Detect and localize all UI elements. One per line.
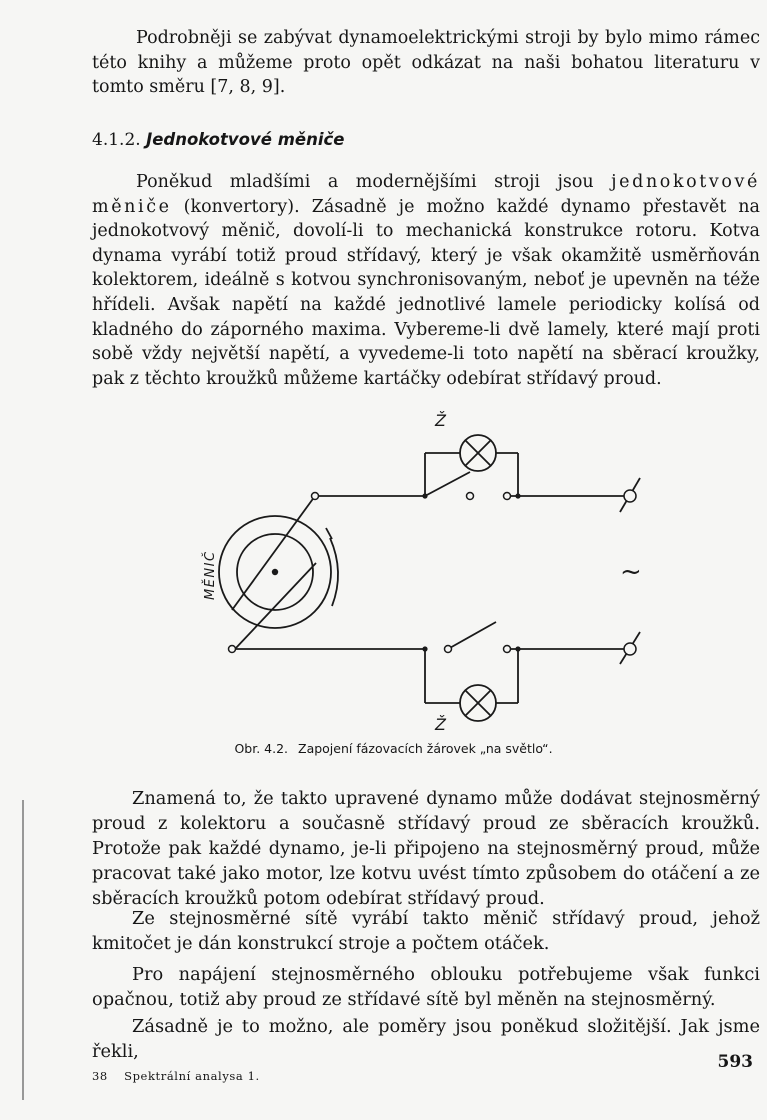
top-output-terminal [624,490,636,502]
ac-symbol: ~ [620,557,642,587]
section-title: Jednokotvové měniče [146,130,345,149]
section-paragraph-term: jednokotvové měniče [92,172,760,217]
bottom-switch [448,622,496,649]
circuit-diagram [180,400,680,735]
footer-left [92,1069,260,1083]
body-paragraph-4: Ze stejnosměrné sítě vyrábí takto měnič střídavý proud, jehož kmitočet je dán konstrukcí stroje a počtem otáček. [92,908,760,954]
body-paragraph-3: Znamená to, že takto upravené dynamo může dodávat stejnosměrný proud z kolektoru a současně střídavý proud ze sběracích kroužků. Protože pak každé dynamo, je-li připojeno na stejnosměrný proud, může pracovat také jako motor, lze kotvu uvést tímto způsobem do otáčení a ze sběracích kroužků potom odebírat střídavý proud. [92,788,760,909]
bottom-output-terminal [624,643,636,655]
top-brush-line [232,496,315,610]
section-number: 4.1.2. [92,130,141,150]
section-paragraph-rest: (konvertory). Zásadně je možno každé dynamo přestavět na jednokotvový měnič, dovolí-li to mechanická konstrukce rotoru. Kotva dynama vyrábí totiž proud střídavý, který je však okamžitě usměrňován kolektorem, ideálně s kotvou synchronisovaným, neboť je upevněn na téže hřídeli. Avšak napětí na každé jednotlivé lamele periodicky kolísá od kladného do záporného maxima. Vybereme-li dvě lamely, které mají proti sobě vždy největší napětí, a vyvedeme-li toto napětí na sběrací kroužky, pak z těchto kroužků můžeme kartáčky odebírat střídavý proud. [92,196,760,389]
section-heading [92,130,344,150]
converter-label: MĚNIČ [203,550,218,600]
bottom-lamp-label: Ž [435,715,446,734]
page-number: 593 [717,1052,753,1072]
figure-caption [0,741,767,756]
top-switch [425,472,470,496]
section-paragraph [92,170,760,391]
caption-label: Obr. 4.2. [234,741,289,756]
top-lamp-label: Ž [435,411,446,430]
caption-text: Zapojení fázovacích žárovek „na světlo“. [298,741,553,756]
body-paragraph-6: Zásadně je to možno, ale poměry jsou poněkud složitější. Jak jsme řekli, [92,1016,760,1062]
body-paragraph-5: Pro napájení stejnosměrného oblouku potřebujeme však funkci opačnou, totiž aby proud ze střídavé sítě byl měněn na stejnosměrný. [92,964,760,1010]
intro-paragraph: Podrobněji se zabývat dynamoelektrickými stroji by bylo mimo rámec této knihy a můžeme proto opět odkázat na naši bohatou literaturu v tomto směru [7, 8, 9]. [92,28,760,98]
footer-page-small: 38 [92,1069,108,1083]
page-edge-shadow [22,800,24,1100]
section-paragraph-start: Poněkud mladšími a modernějšími stroji jsou [136,172,612,192]
bottom-brush-line [235,563,316,649]
footer-series: Spektrální analysa 1. [124,1069,260,1083]
